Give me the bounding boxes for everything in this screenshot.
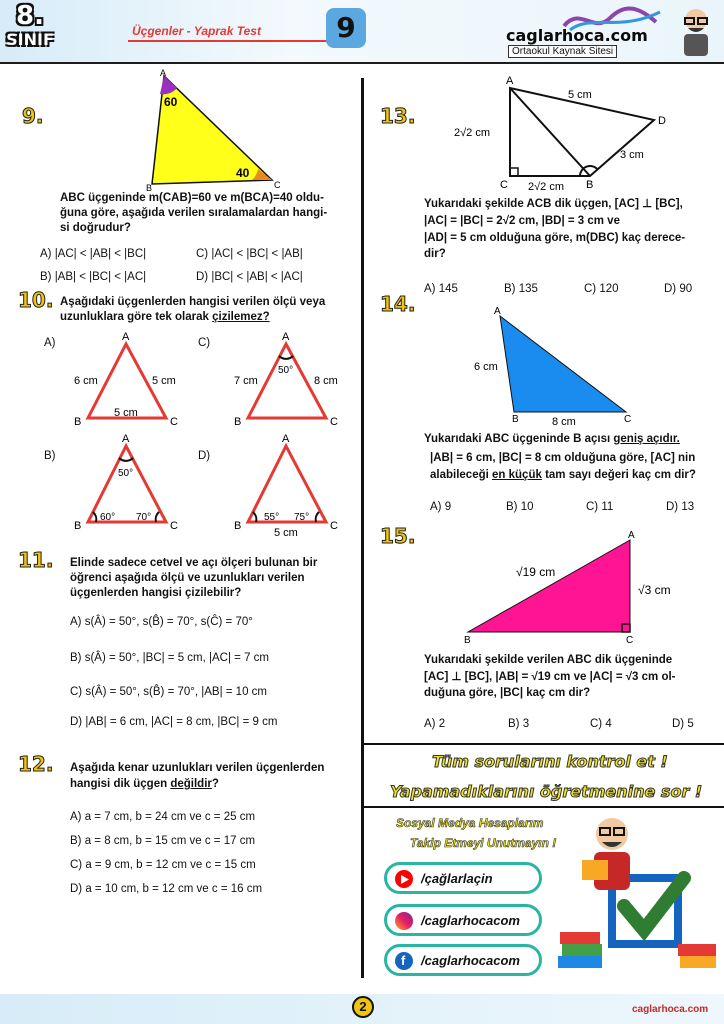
q10-triangle-d: [230, 432, 350, 538]
q10c-left-side: 7 cm: [234, 375, 258, 387]
q10-text-1: Aşağıdaki üçgenlerden hangisi verilen ölçü veya: [60, 296, 326, 308]
instagram-link[interactable]: /caglarhocacom: [384, 904, 542, 936]
q15-side-ab: √19 cm: [516, 565, 556, 579]
q10-triangle-c: [230, 330, 350, 430]
grade-label: SINIF: [6, 30, 54, 49]
q14-text-2: |AB| = 6 cm, |BC| = 8 cm olduğuna göre, [AC] nin: [430, 452, 696, 464]
question-number-13: 13.: [380, 104, 416, 128]
instagram-icon: [395, 912, 413, 930]
q13-text-4: dir?: [424, 248, 446, 260]
svg-text:A: A: [282, 331, 290, 343]
q11-option-a[interactable]: A) s(Â) = 50°, s(B̂) = 70°, s(Ĉ) = 70°: [70, 616, 253, 628]
question-number-14: 14.: [380, 292, 416, 316]
q12-option-d[interactable]: D) a = 10 cm, b = 12 cm ve c = 16 cm: [70, 883, 263, 895]
social-title: Sosyal Medya Hesaplarım: [396, 816, 544, 830]
q10b-angle-left: 60°: [100, 512, 116, 523]
teacher-illustration-icon: [552, 808, 720, 986]
q10-option-c-label[interactable]: C): [198, 337, 211, 349]
q9-label-a: A: [160, 68, 167, 78]
social-subtitle: Takip Etmeyi Unutmayın !: [410, 836, 557, 850]
brand-name: caglarhoca.com: [506, 26, 648, 45]
q13-side-cb: 2√2 cm: [528, 181, 564, 193]
q13-text-1: Yukarıdaki şekilde ACB dik üçgen, [AC] ⊥ [BC],: [424, 198, 683, 210]
q10d-angle-left: 55°: [264, 512, 280, 523]
q13-option-b[interactable]: B) 135: [504, 283, 538, 295]
slogan-check: Tüm sorularını kontrol et !: [432, 752, 668, 771]
svg-text:C: C: [500, 179, 508, 191]
q15-text-2: [AC] ⊥ [BC], |AB| = √19 cm ve |AC| = √3 cm ol-: [424, 671, 676, 683]
question-number-9: 9.: [22, 104, 44, 128]
svg-text:D: D: [658, 115, 666, 127]
q11-option-c[interactable]: C) s(Â) = 50°, s(B̂) = 70°, |AB| = 10 cm: [70, 686, 267, 698]
q10a-vertex-b: B: [74, 416, 82, 428]
q14-side-bc: 8 cm: [552, 416, 576, 428]
brand-subtitle: Ortaokul Kaynak Sitesi: [508, 45, 617, 58]
svg-text:C: C: [330, 520, 338, 532]
q9-option-a[interactable]: A) |AC| < |AB| < |BC|: [40, 248, 147, 260]
svg-text:A: A: [628, 530, 635, 541]
facebook-link[interactable]: f /caglarhocacom: [384, 944, 542, 976]
q9-text-2: ğuna göre, aşağıda verilen sıralamalardan hangi-: [60, 207, 328, 219]
q10-triangle-b: [70, 432, 190, 532]
q15-option-a[interactable]: A) 2: [424, 718, 446, 730]
q10a-base: 5 cm: [114, 407, 138, 419]
q12-text-2: hangisi dik üçgen değildir?: [70, 778, 219, 790]
divider-line-1: [361, 743, 724, 745]
q11-text-2: öğrenci aşağıda ölçü ve uzunlukları verilen: [70, 572, 305, 584]
q12-text-1: Aşağıda kenar uzunlukları verilen üçgenlerden: [70, 762, 325, 774]
q15-side-ac: √3 cm: [638, 583, 671, 597]
svg-text:A: A: [506, 75, 514, 87]
page-number: 2: [352, 996, 374, 1018]
q15-option-d[interactable]: D) 5: [672, 718, 694, 730]
page-badge: 9: [326, 8, 366, 48]
question-number-12: 12.: [18, 752, 54, 776]
q9-option-b[interactable]: B) |AB| < |BC| < |AC|: [40, 271, 147, 283]
q14-option-d[interactable]: D) 13: [666, 501, 695, 513]
q13-text-3: |AD| = 5 cm olduğuna göre, m(DBC) kaç derece-: [424, 232, 686, 244]
page-header: [0, 0, 724, 64]
q11-text-3: üçgenlerden hangisi çizilebilir?: [70, 587, 242, 599]
q15-text-3: duğuna göre, |BC| kaç cm dir?: [424, 687, 591, 699]
svg-text:C: C: [330, 416, 338, 428]
footer-site: caglarhoca.com: [632, 1004, 709, 1015]
q12-option-b[interactable]: B) a = 8 cm, b = 15 cm ve c = 17 cm: [70, 835, 256, 847]
svg-text:A: A: [494, 306, 501, 317]
question-number-11: 11.: [18, 548, 54, 572]
q12-option-c[interactable]: C) a = 9 cm, b = 12 cm ve c = 15 cm: [70, 859, 256, 871]
topic-underline: [128, 40, 328, 42]
grade-badge: [4, 2, 56, 58]
q10-option-a-label[interactable]: A): [44, 337, 56, 349]
svg-text:A: A: [122, 433, 130, 445]
q9-option-d[interactable]: D) |BC| < |AB| < |AC|: [196, 271, 303, 283]
question-number-10: 10.: [18, 288, 54, 312]
q9-angle-c: 40: [236, 166, 250, 180]
svg-text:B: B: [74, 520, 82, 532]
q12-option-a[interactable]: A) a = 7 cm, b = 24 cm ve c = 25 cm: [70, 811, 256, 823]
q10-text-2: uzunluklara göre tek olarak çizilemez?: [60, 311, 270, 323]
q13-option-d[interactable]: D) 90: [664, 283, 693, 295]
q14-option-a[interactable]: A) 9: [430, 501, 452, 513]
q13-text-2: |AC| = |BC| = 2√2 cm, |BD| = 3 cm ve: [424, 215, 620, 227]
svg-text:B: B: [586, 179, 594, 191]
q10b-angle-right: 70°: [136, 512, 152, 523]
q10d-angle-right: 75°: [294, 512, 310, 523]
q9-option-c[interactable]: C) |AC| < |BC| < |AB|: [196, 248, 303, 260]
svg-text:B: B: [512, 414, 519, 425]
q14-text-1: Yukarıdaki ABC üçgeninde B açısı geniş açıdır.: [424, 433, 680, 445]
q9-angle-a: 60: [164, 95, 178, 109]
grade-number: 8.: [16, 1, 44, 31]
q15-triangle-figure: [460, 530, 690, 648]
svg-text:C: C: [170, 520, 178, 532]
svg-text:B: B: [464, 635, 471, 646]
column-divider: [361, 78, 364, 978]
q13-side-ac: 2√2 cm: [454, 127, 490, 139]
q9-label-b: B: [146, 183, 153, 193]
q10d-base: 5 cm: [274, 527, 298, 538]
youtube-link[interactable]: /çağlarlaçin: [384, 862, 542, 894]
topic-title: Üçgenler - Yaprak Test: [132, 24, 261, 38]
q11-option-d[interactable]: D) |AB| = 6 cm, |AC| = 8 cm, |BC| = 9 cm: [70, 716, 278, 728]
q13-quadrilateral-figure: [448, 72, 698, 196]
q10a-vertex-c: C: [170, 416, 178, 428]
q14-option-b[interactable]: B) 10: [506, 501, 534, 513]
q10c-right-side: 8 cm: [314, 375, 338, 387]
q13-side-bd: 3 cm: [620, 149, 644, 161]
svg-text:B: B: [234, 520, 242, 532]
q14-triangle-figure: [468, 304, 638, 428]
svg-text:B: B: [234, 416, 242, 428]
q9-label-c: C: [274, 180, 281, 190]
q14-option-c[interactable]: C) 11: [586, 501, 614, 513]
svg-text:C: C: [624, 414, 632, 425]
q10-option-b-label[interactable]: B): [44, 450, 56, 462]
q13-option-a[interactable]: A) 145: [424, 283, 458, 295]
q10a-right-side: 5 cm: [152, 375, 176, 387]
q10c-angle: 50°: [278, 365, 294, 376]
q9-text-3: si doğrudur?: [60, 222, 131, 234]
q9-text-1: ABC üçgeninde m(CAB)=60 ve m(BCA)=40 oldu-: [60, 192, 324, 204]
q10b-angle-top: 50°: [118, 468, 134, 479]
q13-side-ad: 5 cm: [568, 89, 592, 101]
q15-text-1: Yukarıdaki şekilde verilen ABC dik üçgeninde: [424, 654, 673, 666]
slogan-ask: Yapamadıklarını öğretmenine sor !: [390, 782, 703, 801]
q13-option-c[interactable]: C) 120: [584, 283, 619, 295]
q14-side-ab: 6 cm: [474, 361, 498, 373]
q10-option-d-label[interactable]: D): [198, 450, 211, 462]
svg-text:A: A: [282, 433, 290, 445]
q10-triangle-a: [70, 330, 190, 430]
q10a-vertex-a: A: [122, 331, 130, 343]
q10a-left-side: 6 cm: [74, 375, 98, 387]
svg-text:C: C: [626, 635, 634, 646]
teacher-avatar-icon: [676, 4, 716, 58]
q11-text-1: Elinde sadece cetvel ve açı ölçeri bulunan bir: [70, 557, 318, 569]
question-number-15: 15.: [380, 524, 416, 548]
q15-option-c[interactable]: C) 4: [590, 718, 612, 730]
q11-option-b[interactable]: B) s(Â) = 50°, |BC| = 5 cm, |AC| = 7 cm: [70, 652, 270, 664]
q15-option-b[interactable]: B) 3: [508, 718, 530, 730]
q9-triangle-figure: [140, 68, 290, 193]
q14-text-3: alabileceği en küçük tam sayı değeri kaç cm dir?: [430, 469, 696, 481]
